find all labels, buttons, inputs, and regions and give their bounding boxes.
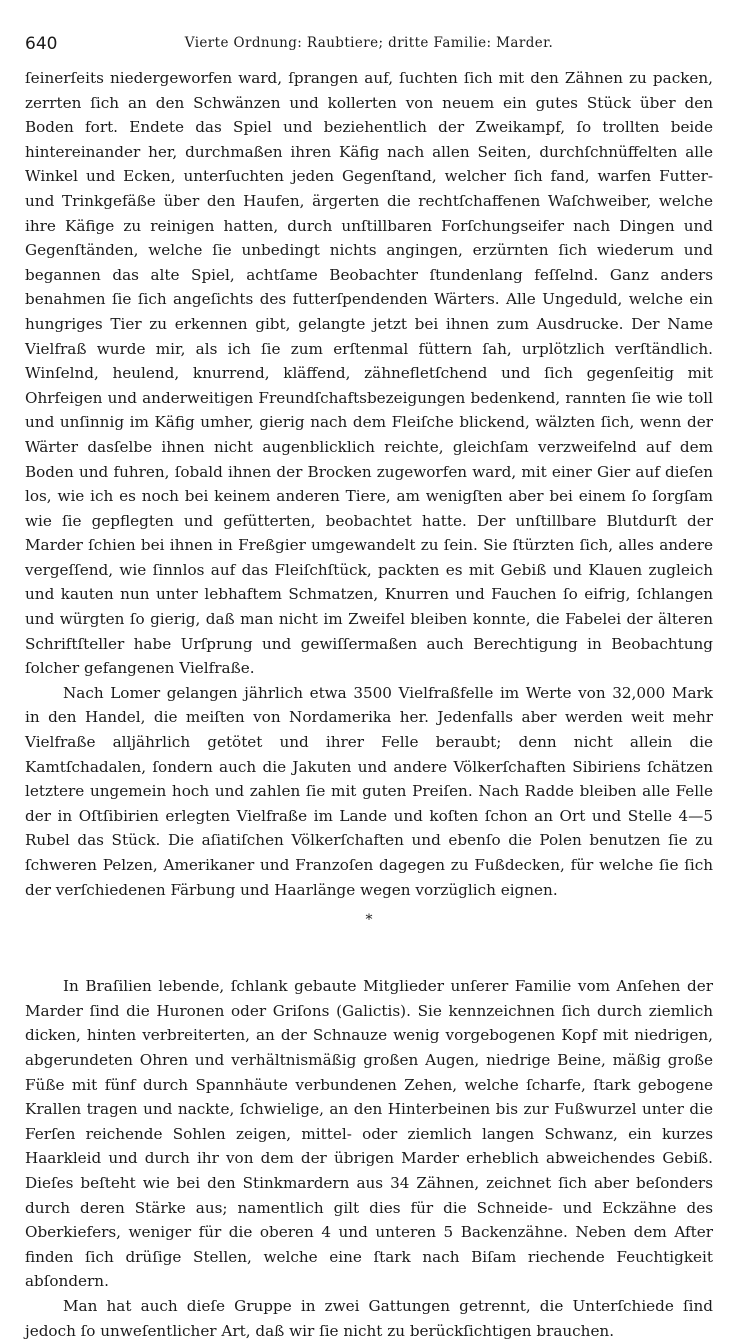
paragraph-grisons: In Braſilien lebende, ſchlank gebaute Mitglieder unſerer Familie vom Anſehen der Marder ſind die Huronen oder Griſons (Galictis). Sie kennzeichnen ſich durch ziemlich dicken, hinten verbreiterten, an der Schnauze wenig vorgebogenen Kopf mit niedrigen, abgerundeten Ohren und verhältnismäßig großen Augen, niedrige Beine, mäßig große Füße mit fünf durch Spannhäute verbundenen Zehen, welche ſcharfe, ſtark gebogene Krallen tragen und nackte, ſchwielige, an den Hinterbeinen bis zur Fußwurzel unter die Ferſen reichende Sohlen zeigen, mittel- oder ziemlich langen Schwanz, ein kurzes Haarkleid und durch ihr von dem der übrigen Marder erheblich abweichendes Gebiß. Dieſes beſteht wie bei den Stinkmardern aus 34 Zähnen, zeichnet ſich aber beſonders durch deren Stärke aus; namentlich gilt dies für die Schneide- und Eckzähne des Oberkiefers, weniger für die oberen 4 und unteren 5 Backenzähne. Neben dem After finden ſich drüſige Stellen, welche eine ſtark nach Biſam riechende Feuchtigkeit abſondern.	[25, 977, 713, 1291]
section-separator: *	[365, 912, 373, 929]
page-number: 640	[25, 34, 58, 54]
page-header	[25, 32, 713, 56]
paragraph-fur-trade: Nach Lomer gelangen jährlich etwa 3500 Vielfraßfelle im Werte von 32,000 Mark in den Handel, die meiſten von Nordamerika her. Jedenfalls aber werden weit mehr Vielfraße alljährlich getötet und ihrer Felle beraubt; denn nicht allein die Kamtſchadalen, ſondern auch die Jakuten und andere Völkerſchaften Sibiriens ſchätzen letztere ungemein hoch und zahlen ſie mit guten Preiſen. Nach Radde bleiben alle Felle der in Oſtſibirien erlegten Vielfraße im Lande und koſten ſchon an Ort und Stelle 4—5 Rubel das Stück. Die aſiatiſchen Völkerſchaften und ebenſo die Polen benutzen ſie zu ſchweren Pelzen, Amerikaner und Franzoſen dagegen zu Fußdecken, für welche ſie ſich der verſchiedenen Färbung und Haarlänge wegen vorzüglich eignen.	[25, 683, 713, 899]
page-body	[25, 66, 713, 1343]
paragraph-vielfrass-behavior: ſeinerſeits niedergeworfen ward, ſprangen auf, ſuchten ſich mit den Zähnen zu packen, zerrten ſich an den Schwänzen und kollerten von neuem ein gutes Stück über den Boden fort. Endete das Spiel und beziehentlich der Zweikampf, ſo trollten beide hintereinander her, durchmaßen ihren Käfig nach allen Seiten, durchſchnüffelten alle Winkel und Ecken, unterſuchten jeden Gegenſtand, welcher ſich fand, warfen Futter- und Trinkgefäße über den Haufen, ärgerten die rechtſchaffenen Waſchweiber, welche ihre Käfige zu reinigen hatten, durch unſtillbaren Forſchungseifer nach Dingen und Gegenſtänden, welche ſie unbedingt nichts angingen, erzürnten ſich wiederum und begannen das alte Spiel, achtſame Beobachter ſtundenlang feſſelnd. Ganz anders benahmen ſie ſich angeſichts des futterſpendenden Wärters. Alle Ungeduld, welche ein hungriges Tier zu erkennen gibt, gelangte jetzt bei ihnen zum Ausdrucke. Der Name Vielfraß wurde mir, als ich ſie zum erſtenmal füttern ſah, urplötzlich verſtändlich. Winſelnd, heulend, knurrend, kläffend, zähnefletſchend und ſich gegenſeitig mit Ohrfeigen und anderweitigen Freundſchaftsbezeigungen bedenkend, rannten ſie wie toll und unſinnig im Käfig umher, gierig nach dem Fleiſche blickend, wälzten ſich, wenn der Wärter dasſelbe ihnen nicht augenblicklich reichte, gleichſam verzweifelnd auf dem Boden und fuhren, ſobald ihnen der Brocken zugeworfen ward, mit einer Gier auf dieſen los, wie ich es noch bei keinem anderen Tiere, am wenigſten aber bei einem ſo ſorgſam wie ſie gepflegten und gefütterten, beobachtet hatte. Der unſtillbare Blutdurſt der Marder ſchien bei ihnen in Freßgier umgewandelt zu ſein. Sie ſtürzten ſich, alles andere vergeſſend, wie ſinnlos auf das Fleiſchſtück, packten es mit Gebiß und Klauen zugleich und kauten nun unter lebhaftem Schmatzen, Knurren und Fauchen ſo eifrig, ſchlangen und würgten ſo gierig, daß man nicht im Zweifel bleiben konnte, die Fabelei der älteren Schriftſteller habe Urſprung und gewiſſermaßen auch Berechtigung in Beobachtung ſolcher gefangenen Vielfraße.	[25, 69, 713, 678]
running-head: Vierte Ordnung: Raubtiere; dritte Familie: Marder.	[184, 35, 554, 51]
paragraph-genera: Man hat auch dieſe Gruppe in zwei Gattungen getrennt, die Unterſchiede ſind jedoch ſo unweſentlicher Art, daß wir ſie nicht zu berückſichtigen brauchen.	[25, 1296, 713, 1340]
